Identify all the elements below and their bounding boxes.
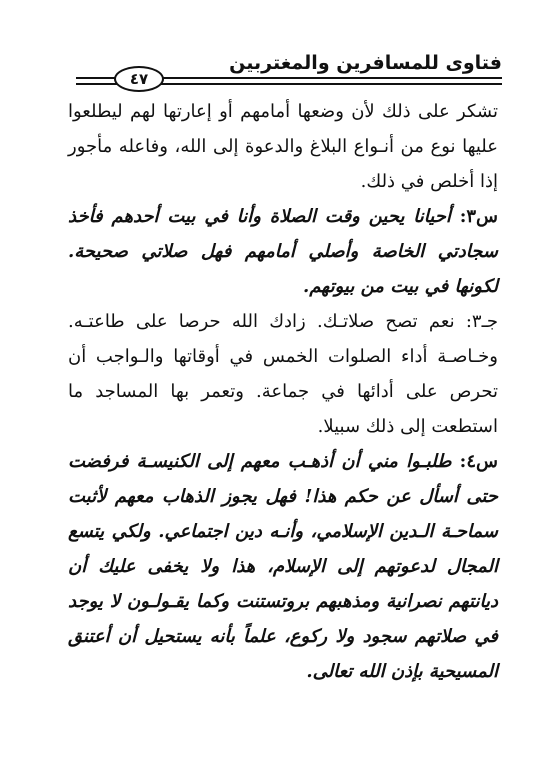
question-label: س٣: <box>459 206 498 227</box>
page-number: ٤٧ <box>114 66 164 92</box>
question-text: أحيانا يحين وقت الصلاة وأنا في بيت أحدهم فأخذ سجادتي الخاصة وأصلي أمامهم فهل صلاتي صحيحة. لكونها في بيت من بيوتهم. <box>68 206 498 297</box>
paragraph-text: تشكر على ذلك لأن وضعها أمامهم أو إعارتها لهم ليطلعوا عليها نوع من أنـواع البلاغ والدعوة إلى الله، وفاعله مأجور إذا أخلص في ذلك. <box>68 101 498 192</box>
answer-text: نعم تصح صلاتـك. زادك الله حرصا على طاعتـه. وخـاصـة أداء الصلوات الخمس في أوقاتها والـواجب أن تحرص على أدائها في جماعة. وتعمر بها المساجد ما استطعت إلى ذلك سبيلا. <box>68 311 498 437</box>
page-header <box>76 50 502 90</box>
answer-label: جـ٣: <box>465 311 498 332</box>
answer-continuation-paragraph <box>68 94 498 199</box>
answer-3-paragraph <box>68 304 498 444</box>
page-body <box>68 94 498 689</box>
question-3-paragraph <box>68 199 498 304</box>
book-title: فتاوى للمسافرين والمغتربين <box>229 52 502 74</box>
question-4-paragraph <box>68 444 498 689</box>
question-text: طلبـوا مني أن أذهـب معهم إلى الكنيسـة فرفضت حتى أسأل عن حكم هذا! فهل يجوز الذهاب معهم لأثبت سماحـة الـدين الإسلامي، وأنـه دين اجتماعي. ولكي يتسع المجال لدعوتهم إلى الإسلام، هذا ولا يخفى عليك أن ديانتهم نصرانية ومذهبهم بروتستنت وكما يقـولـون لا يوجد في صلاتهم سجود ولا ركوع، علماً بأنه يستحيل أن أعتنق المسيحية بإذن الله تعالى. <box>68 451 498 682</box>
question-label: س٤: <box>459 451 498 472</box>
